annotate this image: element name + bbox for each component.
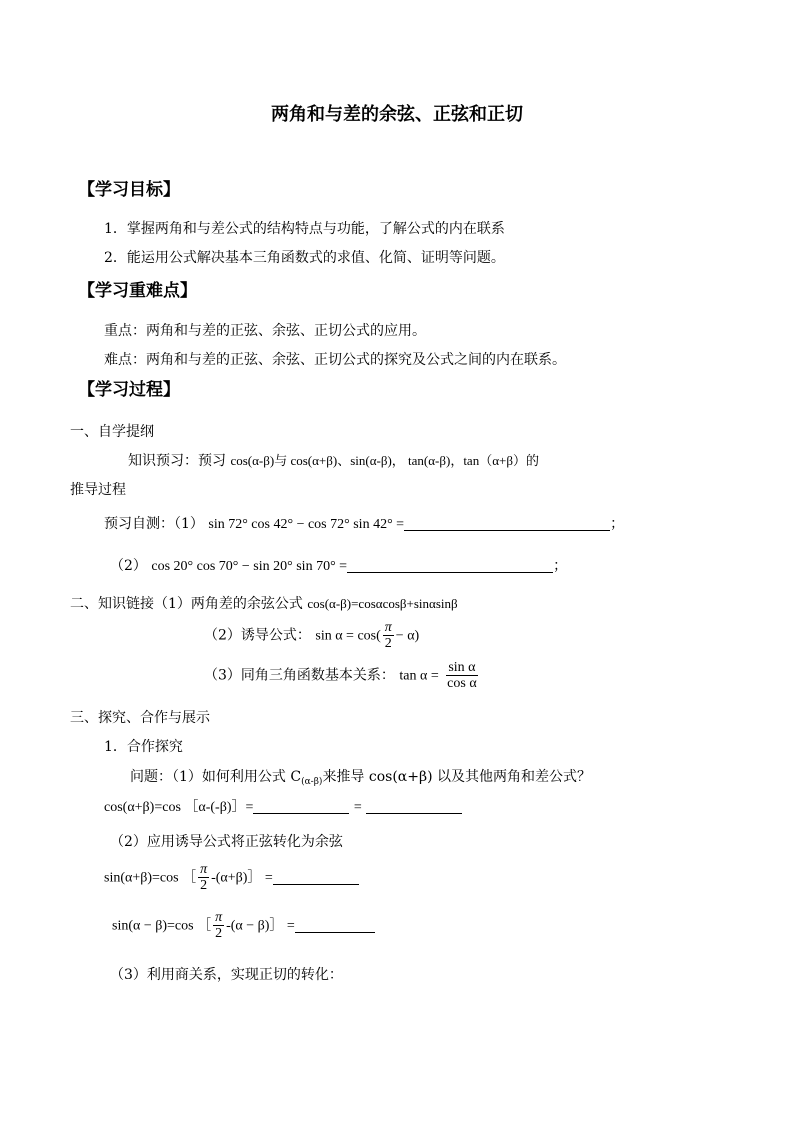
equation-2-blank[interactable] bbox=[273, 868, 359, 885]
induction-line bbox=[204, 620, 419, 652]
pi-over-2-fraction bbox=[198, 862, 209, 893]
part1-heading: 一、自学提纲 bbox=[70, 424, 154, 440]
part3-heading: 三、探究、合作与展示 bbox=[70, 710, 210, 726]
equation-2-rhs: -(α+β)］ = bbox=[211, 870, 273, 886]
sub1-heading: 1．合作探究 bbox=[104, 739, 183, 755]
fraction-numerator: π bbox=[384, 620, 392, 635]
equation-1-mid: = bbox=[353, 800, 362, 815]
fraction-numerator: sin α bbox=[448, 660, 476, 675]
preview-cont: 推导过程 bbox=[70, 482, 126, 498]
objectives-heading: 【学习目标】 bbox=[78, 180, 180, 200]
part2-heading: 二、知识链接（1）两角差的余弦公式 bbox=[70, 596, 303, 612]
preview-formulas: cos(α-β)与 cos(α+β)、sin(α-β)， tan(α-β)，tan（α+β）的 bbox=[230, 453, 539, 468]
question-1-prefix: 问题：（1）如何利用公式 C bbox=[130, 769, 302, 785]
question-2: （2）应用诱导公式将正弦转化为余弦 bbox=[110, 834, 343, 850]
pretest-2-blank[interactable] bbox=[347, 556, 553, 573]
pretest-2-label: （2） bbox=[110, 558, 147, 574]
equation-1-blank-2[interactable] bbox=[366, 797, 462, 814]
induction-lhs: sin α = cos( bbox=[315, 628, 381, 644]
induction-rhs: − α) bbox=[395, 628, 420, 644]
equation-2 bbox=[104, 862, 359, 894]
equation-1-blank-1[interactable] bbox=[253, 797, 349, 814]
equation-1 bbox=[104, 797, 462, 817]
keypoints-heading: 【学习重难点】 bbox=[78, 281, 197, 301]
equation-1-lhs: cos(α+β)=cos ［α-(-β)］= bbox=[104, 800, 254, 815]
equation-3-lhs: sin(α − β)=cos ［ bbox=[112, 918, 212, 934]
cos-diff-formula: cos(α-β)=cosαcosβ+sinαsinβ bbox=[307, 596, 458, 611]
pi-over-2-fraction bbox=[383, 620, 394, 651]
equation-2-lhs: sin(α+β)=cos ［ bbox=[104, 870, 197, 886]
objective-item-2: 2．能运用公式解决基本三角函数式的求值、化简、证明等问题。 bbox=[104, 250, 505, 266]
preview-line bbox=[128, 452, 539, 470]
equation-3 bbox=[112, 910, 375, 942]
equation-3-blank[interactable] bbox=[295, 916, 375, 933]
keypoint-focus: 重点：两角和与差的正弦、余弦、正切公式的应用。 bbox=[104, 323, 426, 339]
question-1 bbox=[130, 768, 591, 791]
fraction-denominator: 2 bbox=[384, 636, 392, 651]
process-heading: 【学习过程】 bbox=[78, 380, 180, 400]
question-1-subscript: (α-β) bbox=[301, 777, 323, 787]
pretest-1-end: ； bbox=[610, 516, 625, 532]
basic-relation-line bbox=[204, 660, 481, 692]
question-1-suffix: 来推导 cos(α+β) 以及其他两角和差公式？ bbox=[322, 769, 591, 785]
induction-label: （2）诱导公式： bbox=[204, 627, 311, 644]
part2-line bbox=[70, 595, 458, 613]
question-3: （3）利用商关系，实现正切的转化： bbox=[110, 967, 343, 983]
equation-3-rhs: -(α − β)］ = bbox=[226, 918, 295, 934]
pi-over-2-fraction bbox=[213, 910, 224, 941]
pretest-2-expr: cos 20° cos 70° − sin 20° sin 70° = bbox=[151, 559, 348, 574]
fraction-numerator: π bbox=[200, 862, 208, 877]
basic-label: （3）同角三角函数基本关系： bbox=[204, 667, 395, 684]
pretest-1-blank[interactable] bbox=[404, 514, 610, 531]
fraction-numerator: π bbox=[215, 910, 223, 925]
objective-item-1: 1．掌握两角和与差公式的结构特点与功能，了解公式的内在联系 bbox=[104, 221, 505, 237]
fraction-denominator: cos α bbox=[447, 676, 477, 691]
fraction-denominator: 2 bbox=[200, 878, 208, 893]
basic-lhs: tan α = bbox=[399, 668, 439, 684]
sin-over-cos-fraction bbox=[445, 660, 479, 691]
keypoint-difficulty: 难点：两角和与差的正弦、余弦、正切公式的探究及公式之间的内在联系。 bbox=[104, 352, 566, 368]
pretest-2-end: ； bbox=[553, 558, 568, 574]
pretest-1 bbox=[104, 514, 624, 534]
pretest-2 bbox=[110, 556, 567, 576]
page-title: 两角和与差的余弦、正弦和正切 bbox=[271, 104, 523, 125]
preview-prefix: 知识预习：预习 bbox=[128, 453, 226, 469]
pretest-label: 预习自测：（1） bbox=[104, 516, 204, 532]
pretest-1-expr: sin 72° cos 42° − cos 72° sin 42° = bbox=[208, 517, 405, 532]
fraction-denominator: 2 bbox=[215, 926, 223, 941]
